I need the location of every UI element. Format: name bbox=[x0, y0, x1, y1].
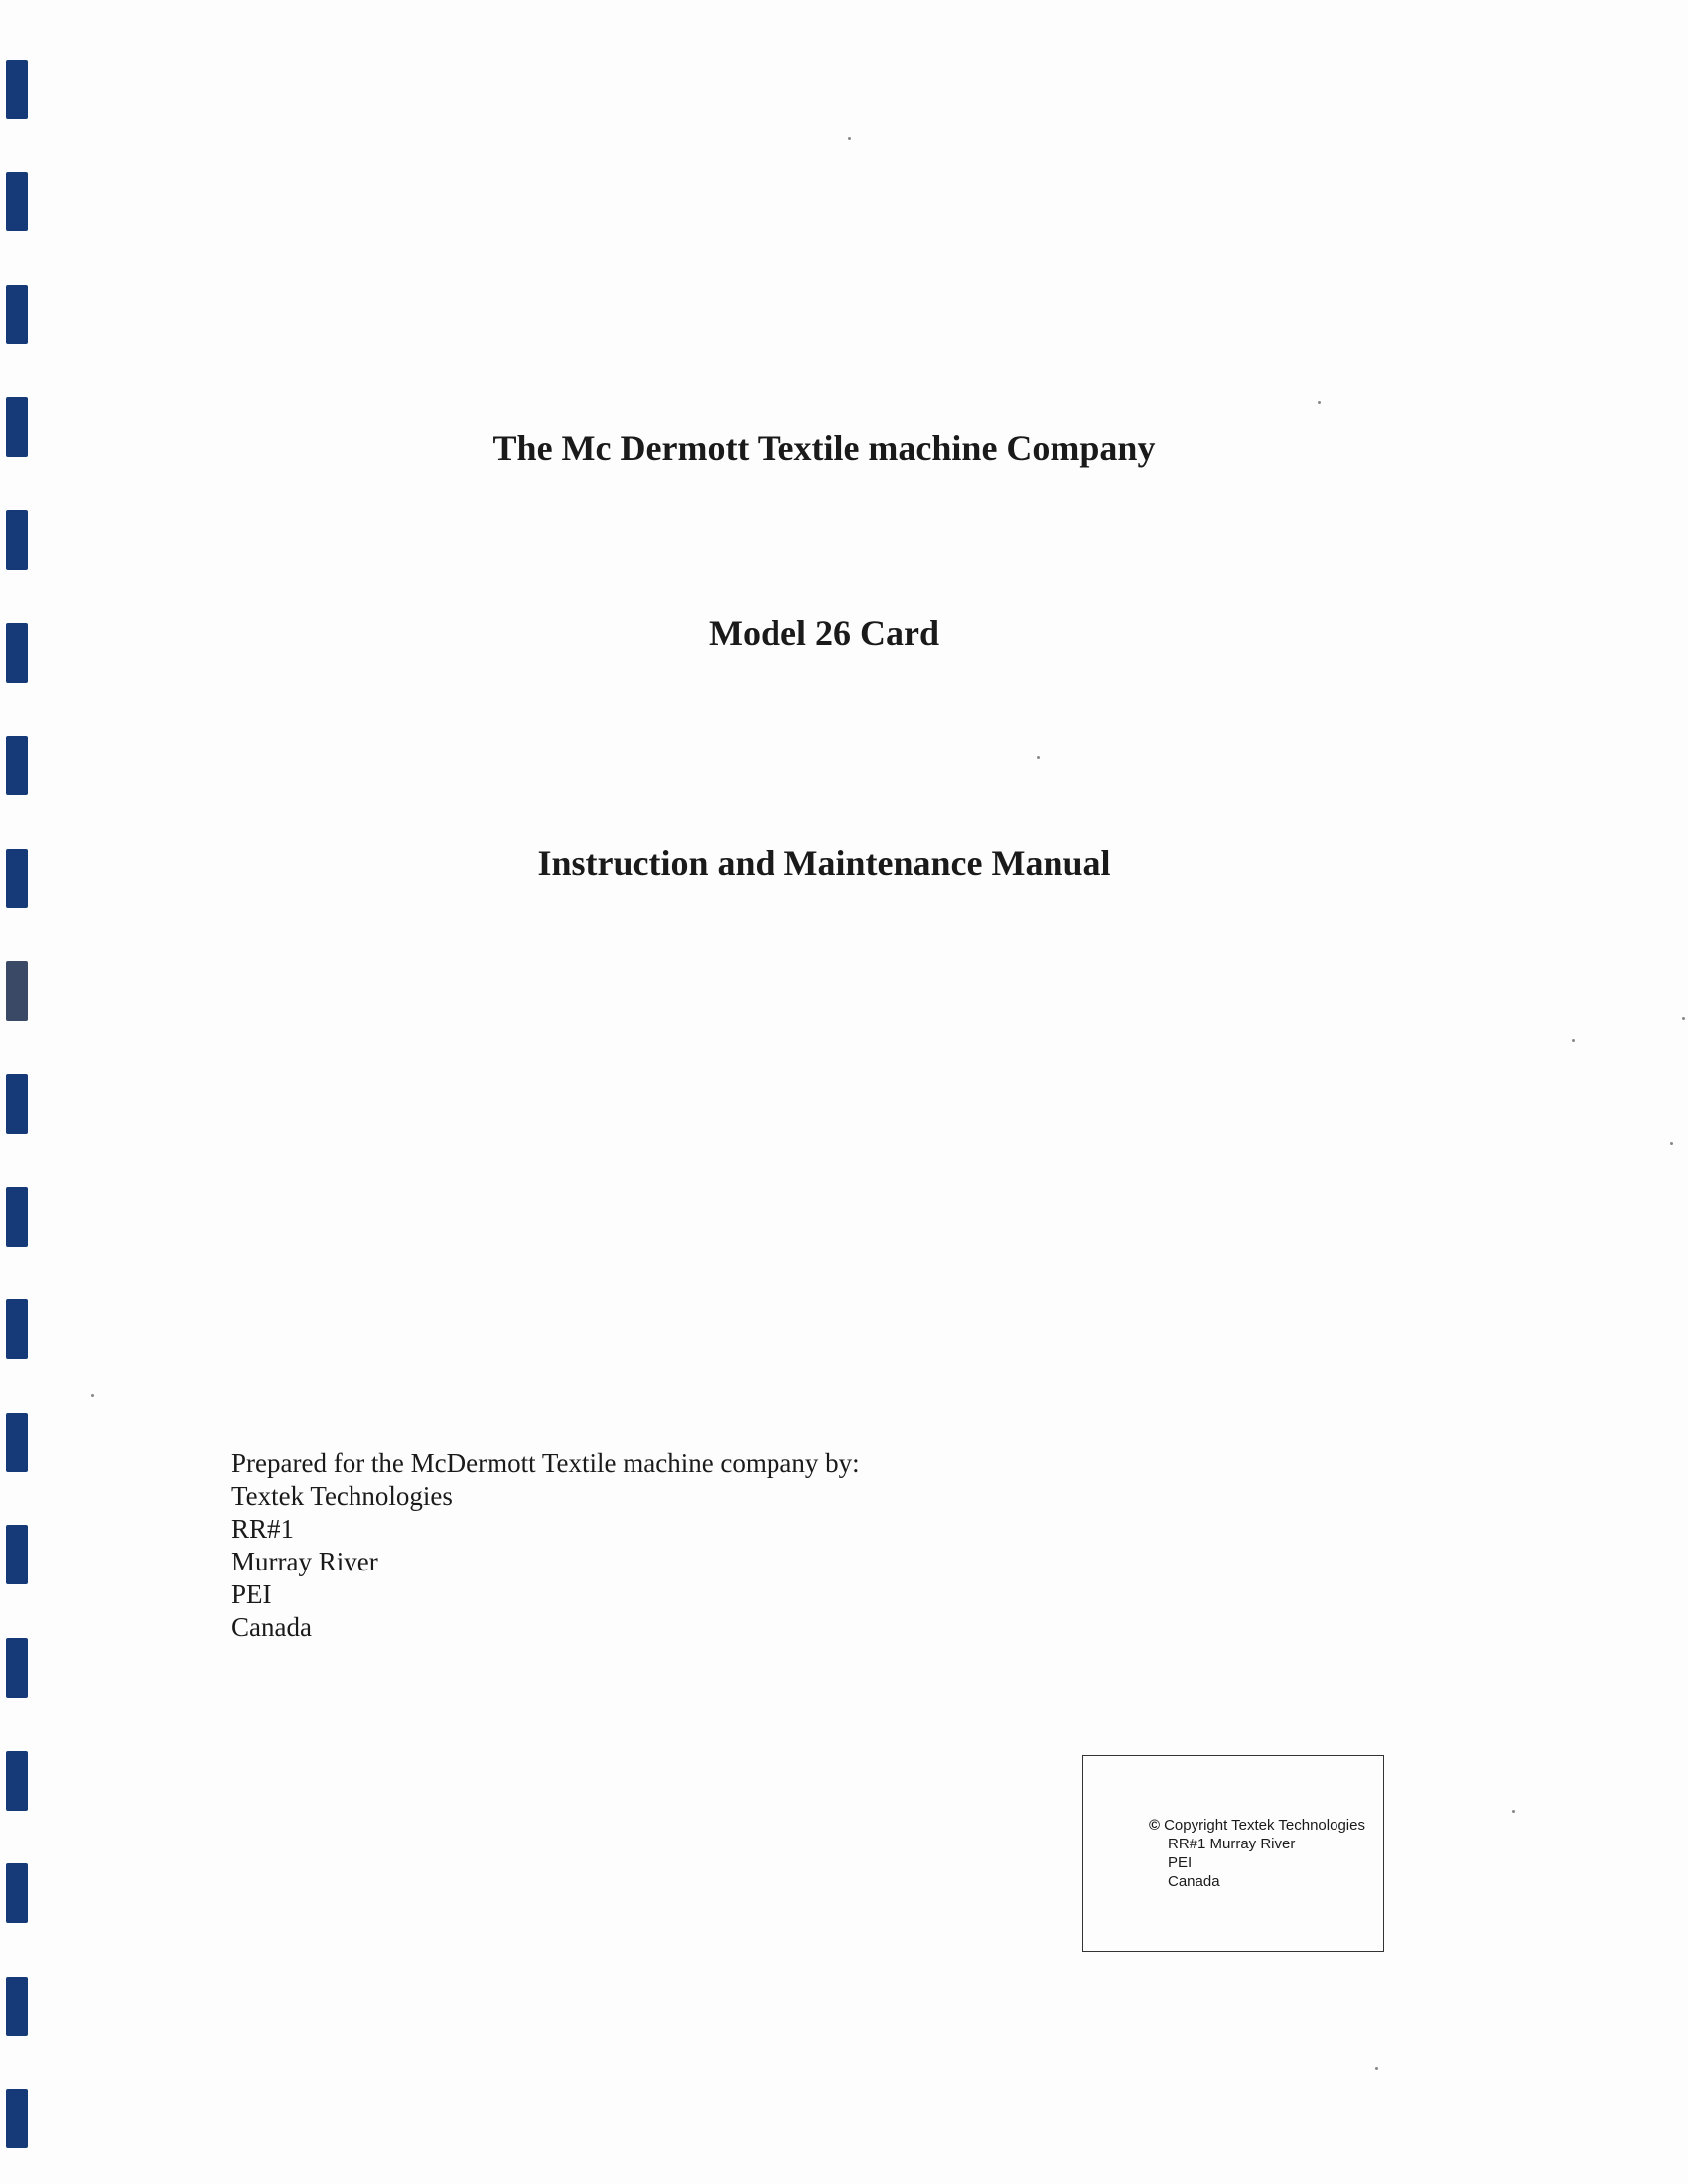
prepared-line: Prepared for the McDermott Textile machine company by: bbox=[231, 1448, 860, 1478]
copyright-line: Copyright Textek Technologies bbox=[1164, 1817, 1365, 1834]
manual-title: Instruction and Maintenance Manual bbox=[537, 843, 1111, 883]
scan-speck bbox=[1682, 1017, 1685, 1020]
prepared-line: Canada bbox=[231, 1612, 312, 1642]
binding-slot bbox=[6, 1977, 28, 2036]
scan-speck bbox=[91, 1394, 94, 1397]
copyright-line: RR#1 Murray River bbox=[1168, 1836, 1296, 1852]
binding-slot bbox=[6, 172, 28, 231]
prepared-line: RR#1 bbox=[231, 1514, 295, 1544]
binding-slot bbox=[6, 1751, 28, 1811]
prepared-by-block bbox=[231, 1447, 860, 1644]
binding-slot bbox=[6, 1299, 28, 1359]
scan-speck bbox=[848, 137, 851, 140]
model-title: Model 26 Card bbox=[709, 614, 939, 653]
binding-slot bbox=[6, 1638, 28, 1698]
prepared-line: Textek Technologies bbox=[231, 1481, 453, 1511]
prepared-line: Murray River bbox=[231, 1547, 378, 1576]
binding-slot bbox=[6, 1413, 28, 1472]
copyright-text bbox=[1149, 1816, 1365, 1891]
copyright-icon: © bbox=[1149, 1817, 1161, 1834]
binding-slot bbox=[6, 510, 28, 570]
binding-slot bbox=[6, 60, 28, 119]
scan-speck bbox=[1037, 756, 1040, 759]
copyright-box bbox=[1082, 1755, 1384, 1952]
binding-slot bbox=[6, 1525, 28, 1584]
company-title: The Mc Dermott Textile machine Company bbox=[492, 428, 1156, 468]
binding-slot bbox=[6, 1074, 28, 1134]
scan-speck bbox=[1572, 1039, 1575, 1042]
spiral-binding bbox=[0, 0, 40, 2184]
copyright-line: PEI bbox=[1168, 1854, 1193, 1871]
prepared-line: PEI bbox=[231, 1579, 272, 1609]
scan-speck bbox=[1670, 1142, 1673, 1145]
binding-slot bbox=[6, 2089, 28, 2148]
copyright-line: Canada bbox=[1168, 1873, 1220, 1890]
binding-slot bbox=[6, 1863, 28, 1923]
binding-slot bbox=[6, 1187, 28, 1247]
scan-speck bbox=[1318, 401, 1321, 404]
binding-slot bbox=[6, 961, 28, 1021]
binding-slot bbox=[6, 285, 28, 344]
scan-speck bbox=[1512, 1810, 1515, 1813]
binding-slot bbox=[6, 736, 28, 795]
scan-speck bbox=[1375, 2067, 1378, 2070]
